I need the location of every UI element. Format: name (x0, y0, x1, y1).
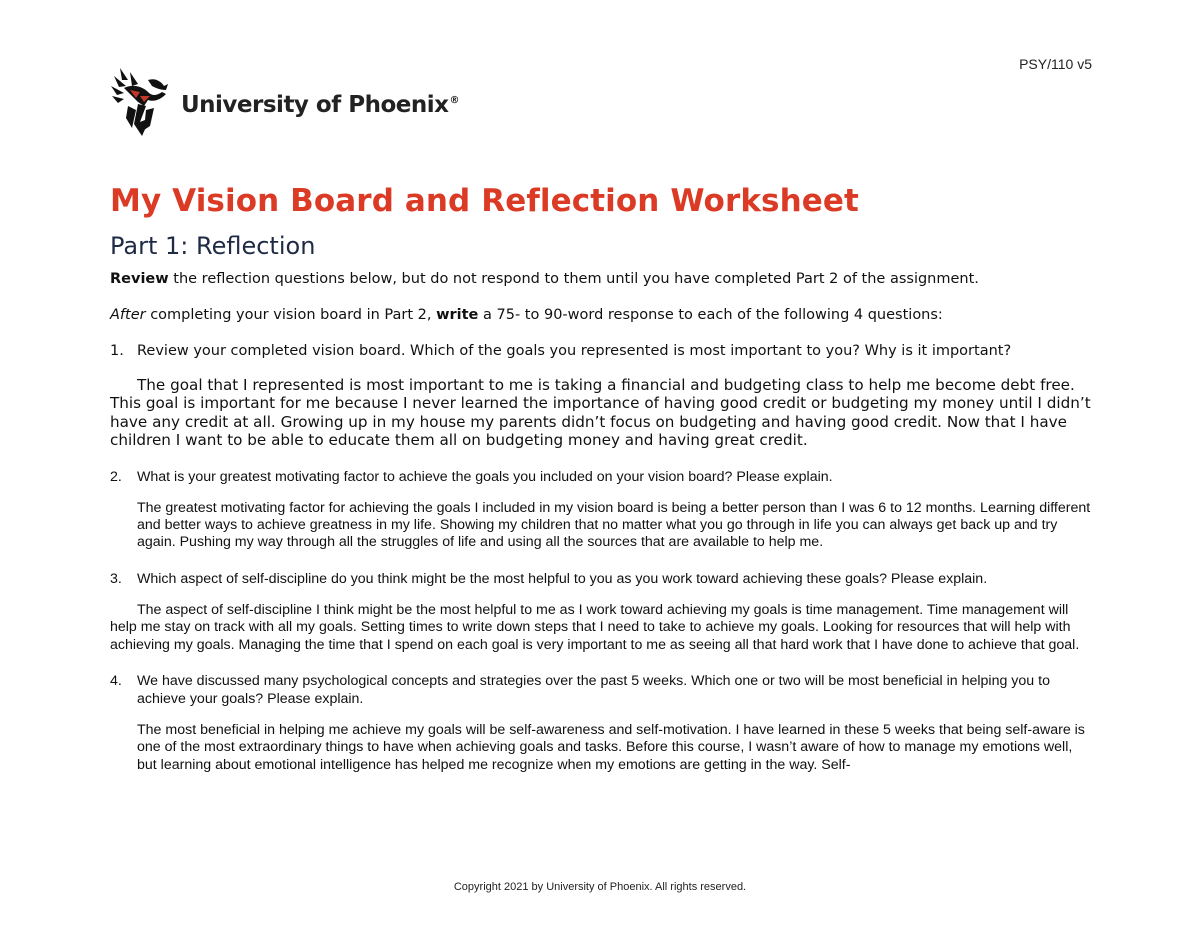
worksheet-content (110, 178, 1095, 774)
answer-4: The most beneficial in helping me achieve my goals will be self-awareness and self-motivation. I have learned in these 5 weeks that being self-aware is one of the most extraordinary things to have when achieving goals and tasks. Before this course, I wasn’t aware of how to manage my emotions well, but learning about emotional intelligence has helped me recognize when my emotions are getting in the way. Self- (137, 722, 1085, 773)
phoenix-bird-icon (110, 66, 178, 138)
answer-2: The greatest motivating factor for achieving the goals I included in my vision board is being a better person than I was 6 to 12 months. Learning different and better ways to achieve greatness in my life. Showing my children that no matter what you go through in life you can always get back up and try again. Pushing my way through all the struggles of life and using all the sources that are available to help me. (137, 499, 1091, 551)
intro-write-rest: a 75- to 90-word response to each of the following 4 questions: (478, 307, 943, 323)
intro-write (110, 306, 1095, 324)
question-3-text: Which aspect of self-discipline do you think might be the most helpful to you as you work toward achieving these goals? Please explain. (137, 570, 988, 587)
course-code: PSY/110 v5 (1019, 56, 1092, 72)
intro-write-bold: write (436, 307, 479, 323)
question-4 (110, 672, 1095, 708)
question-4-text: We have discussed many psychological concepts and strategies over the past 5 weeks. Which one or two will be most beneficial in helping you to achieve your goals? Please explain. (137, 673, 1050, 708)
question-1-number: 1. (110, 343, 124, 359)
question-3 (110, 570, 1095, 588)
question-1 (110, 342, 1095, 360)
question-4-number: 4. (110, 673, 122, 690)
question-2-text: What is your greatest motivating factor to achieve the goals you included on your vision board? Please explain. (137, 468, 833, 485)
intro-review-bold: Review (110, 271, 169, 287)
intro-write-italic: After (110, 307, 146, 323)
copyright-footer: Copyright 2021 by University of Phoenix. All rights reserved. (453, 881, 747, 893)
question-1-text: Review your completed vision board. Which of the goals you represented is most important to you? Why is it important? (137, 343, 1012, 359)
answer-3: The aspect of self-discipline I think might be the most helpful to me as I work toward achieving my goals is time management. Time management will help me stay on track with all my goals. Setting times to write down steps that I need to take to achieve my goals. Looking for resources that will help with achieving my goals. Managing the time that I spend on each goal is very important to me as seeing all that hard work that I have done to achieve that goal. (110, 601, 1080, 653)
answer-1: The goal that I represented is most important to me is taking a financial and budgeting class to help me become debt free. This goal is important for me because I never learned the importance of having good credit or budgeting my money until I didn’t have any credit at all. Growing up in my house my parents didn’t focus on budgeting and having good credit. Now that I have children I want to be able to educate them all on budgeting money and having great credit. (110, 376, 1091, 450)
intro-review (110, 270, 1095, 288)
intro-review-text: the reflection questions below, but do not respond to them until you have completed Part 2 of the assignment. (168, 271, 979, 287)
part1-heading: Part 1: Reflection (110, 232, 316, 260)
intro-write-mid: completing your vision board in Part 2, (145, 307, 437, 323)
question-2-number: 2. (110, 468, 122, 485)
question-3-number: 3. (110, 570, 122, 587)
registered-mark: ® (449, 95, 459, 107)
worksheet-title: My Vision Board and Reflection Worksheet (110, 183, 859, 219)
question-2 (110, 468, 1095, 486)
logo-wordmark: University of Phoenix (181, 92, 449, 118)
university-logo (110, 66, 459, 138)
